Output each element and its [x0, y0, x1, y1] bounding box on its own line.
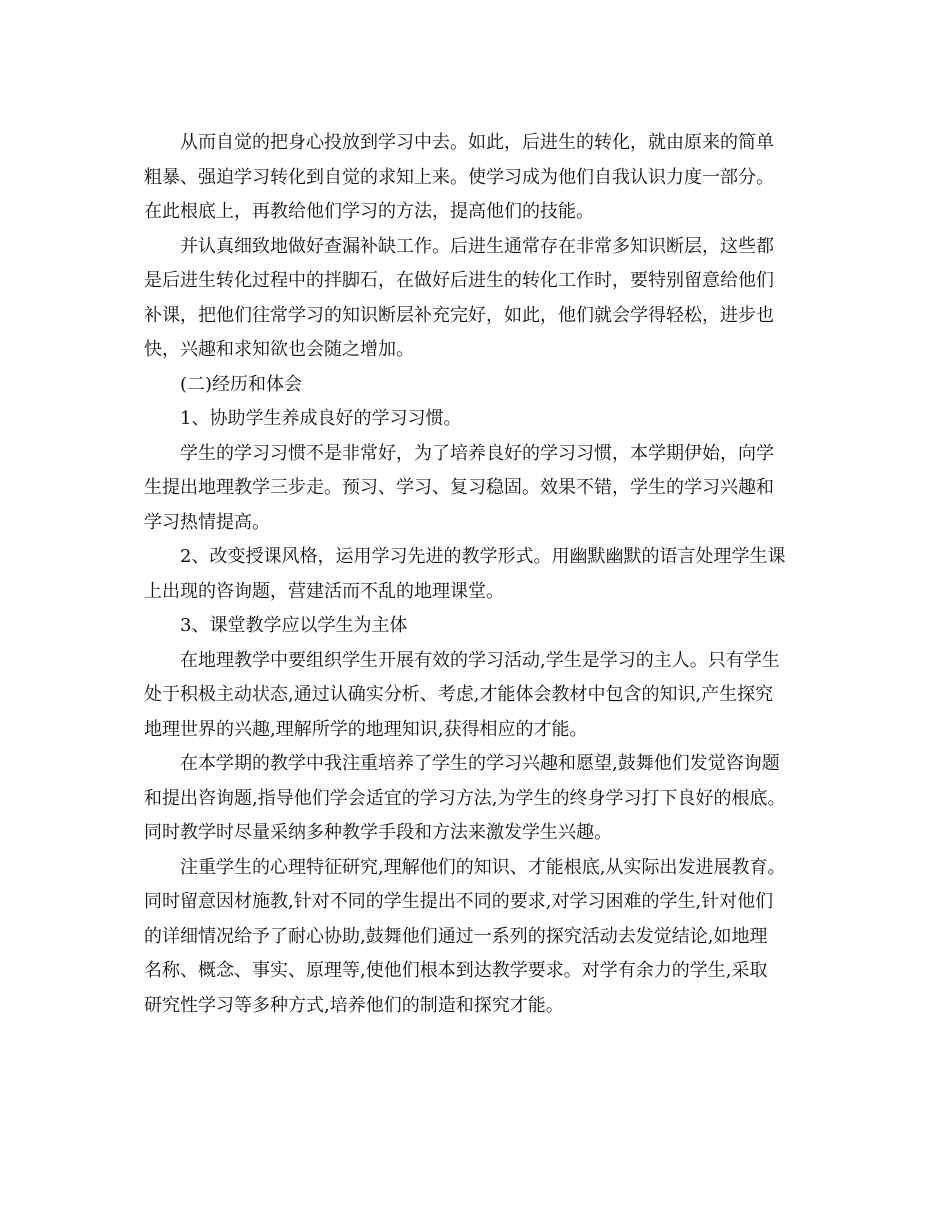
paragraph-line: 名称、概念、事实、原理等,使他们根本到达教学要求。对学有余力的学生,采取 — [144, 960, 768, 981]
paragraph-line: 是后进生转化过程中的拌脚石，在做好后进生的转化工作时，要特别留意给他们 — [144, 270, 774, 291]
paragraph-line: 学生的学习习惯不是非常好，为了培养良好的学习习惯，本学期伊始，向学 — [180, 442, 774, 464]
paragraph-line: 3、课堂教学应以学生为主体 — [180, 615, 408, 636]
paragraph-line: 生提出地理教学三步走。预习、学习、复习稳固。效果不错，学生的学习兴趣和 — [144, 477, 774, 498]
paragraph-1 — [144, 126, 809, 230]
paragraph-2 — [144, 230, 809, 368]
subsection-heading-1 — [144, 402, 809, 437]
paragraph-7 — [144, 851, 809, 1024]
paragraph-line: 1、协助学生养成良好的学习习惯。 — [180, 408, 462, 429]
paragraph-line: 和提出咨询题,指导他们学会适宜的学习方法,为学生的终身学习打下良好的根底。 — [144, 787, 786, 809]
document-body — [144, 126, 809, 1023]
subsection-heading-3 — [144, 609, 809, 644]
paragraph-line: 同时留意因材施教,针对不同的学生提出不同的要求,对学习困难的学生,针对他们 — [144, 891, 774, 912]
paragraph-line: 注重学生的心理特征研究,理解他们的知识、才能根底,从实际出发进展教育。 — [180, 856, 786, 878]
paragraph-6 — [144, 747, 809, 851]
paragraph-line: (二)经历和体会 — [180, 373, 303, 395]
paragraph-line: 学习热情提高。 — [144, 511, 270, 533]
paragraph-3 — [144, 437, 809, 541]
paragraph-line: 在地理教学中要组织学生开展有效的学习活动,学生是学习的主人。只有学生 — [180, 649, 780, 671]
section-heading — [144, 368, 809, 403]
paragraph-line: 地理世界的兴趣,理解所学的地理知识,获得相应的才能。 — [144, 718, 588, 740]
paragraph-line: 从而自觉的把身心投放到学习中去。如此，后进生的转化，就由原来的简单 — [180, 132, 774, 153]
paragraph-line: 补课，把他们往常学习的知识断层补充完好，如此，他们就会学得轻松，进步也 — [144, 304, 774, 326]
paragraph-line: 并认真细致地做好查漏补缺工作。后进生通常存在非常多知识断层，这些都 — [180, 235, 774, 257]
paragraph-line: 的详细情况给予了耐心协助,鼓舞他们通过一系列的探究活动去发觉结论,如地理 — [144, 925, 768, 947]
paragraph-line: 快，兴趣和求知欲也会随之增加。 — [144, 339, 414, 360]
paragraph-line: 在此根底上，再教给他们学习的方法，提高他们的技能。 — [144, 201, 594, 222]
paragraph-line: 处于积极主动状态,通过认确实分析、考虑,才能体会教材中包含的知识,产生探究 — [144, 684, 774, 705]
paragraph-line: 研究性学习等多种方式,培养他们的制造和探究才能。 — [144, 994, 564, 1016]
paragraph-line: 在本学期的教学中我注重培养了学生的学习兴趣和愿望,鼓舞他们发觉咨询题 — [180, 753, 780, 774]
paragraph-5 — [144, 644, 809, 748]
paragraph-line: 粗暴、强迫学习转化到自觉的求知上来。使学习成为他们自我认识力度一部分。 — [144, 166, 774, 188]
paragraph-4 — [144, 540, 809, 609]
paragraph-line: 上出现的咨询题，营建活而不乱的地理课堂。 — [144, 580, 504, 602]
paragraph-line: 同时教学时尽量采纳多种教学手段和方法来激发学生兴趣。 — [144, 822, 612, 843]
paragraph-line: 2、改变授课风格，运用学习先进的教学形式。用幽默幽默的语言处理学生课 — [180, 546, 786, 567]
